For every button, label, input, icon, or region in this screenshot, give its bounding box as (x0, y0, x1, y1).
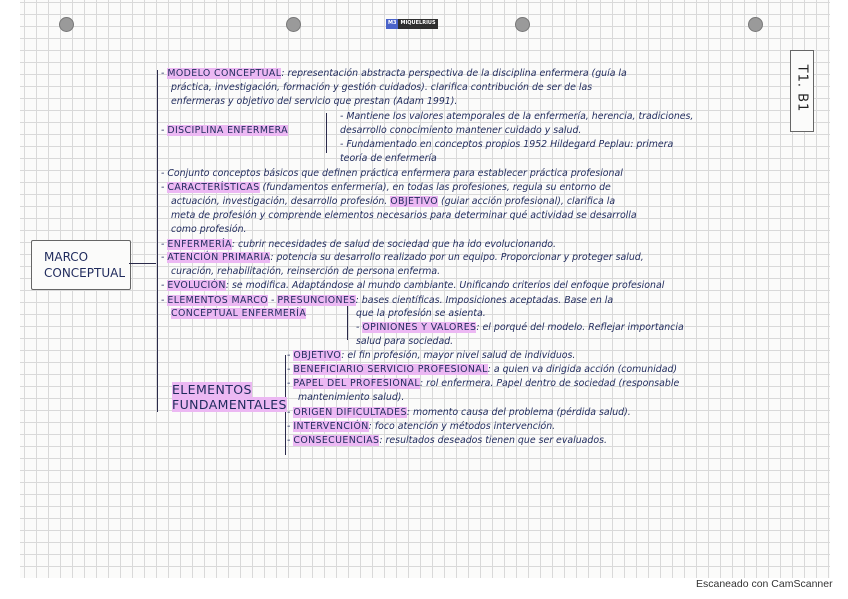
note-text: : resultados deseados tienen que ser evaluados. (379, 435, 607, 446)
note-text: : cubrir necesidades de salud de sociedad que ha ido evolucionando. (231, 239, 556, 250)
note-text: - (161, 239, 168, 250)
topic-tab (790, 50, 814, 132)
note-line (171, 223, 247, 236)
note-line (287, 406, 631, 419)
note-text: - (287, 421, 294, 432)
note-text: - Fundamentado en conceptos propios 1952 Hildegard Peplau: primera (340, 139, 674, 150)
highlighted-term: ORIGEN DIFICULTADES (293, 407, 407, 418)
note-text: : el porqué del modelo. Reflejar importancia (476, 322, 684, 333)
highlighted-term: ENFERMERÍA (167, 239, 232, 250)
scanner-watermark: Escaneado con CamScanner (696, 578, 833, 590)
note-line (171, 95, 457, 108)
binder-hole (515, 17, 530, 32)
elementos-fundamentales-line2: FUNDAMENTALES (172, 397, 287, 412)
note-text: (guiar acción profesional), clarifica la (438, 196, 616, 207)
tab-label: T1. B1 (794, 64, 810, 113)
main-bracket-line (157, 70, 158, 412)
note-line (340, 152, 437, 165)
note-text: salud para sociedad. (356, 336, 454, 347)
note-text: - (161, 182, 168, 193)
note-text: enfermeras y objetivo del servicio que prestan (Adam 1991). (171, 96, 458, 107)
note-line (287, 434, 607, 447)
note-text: - (161, 252, 168, 263)
note-text: : foco atención y métodos intervención. (368, 421, 556, 432)
note-line (171, 81, 592, 94)
note-text: (fundamentos enfermería), en todas las profesiones, regula su entorno de (259, 182, 611, 193)
note-text: - (287, 378, 294, 389)
highlighted-term: EVOLUCIÓN (167, 280, 226, 291)
binder-hole (286, 17, 301, 32)
note-line (356, 335, 453, 348)
note-text: curación, rehabilitación, reinserción de persona enferma. (171, 266, 441, 277)
note-text: - (267, 295, 278, 306)
highlighted-term: CONCEPTUAL ENFERMERÍA (171, 308, 307, 319)
note-line (171, 209, 637, 222)
note-text: teoría de enfermería (340, 153, 437, 164)
highlighted-term: ELEMENTOS MARCO (167, 295, 268, 306)
note-line (171, 307, 306, 320)
highlighted-term: OPINIONES Y VALORES (362, 322, 477, 333)
note-line (161, 238, 556, 251)
connector-line (129, 263, 156, 264)
note-text: - (287, 407, 294, 418)
highlighted-term: DISCIPLINA ENFERMERA (167, 125, 288, 136)
note-text: como profesión. (171, 224, 247, 235)
highlighted-term: PAPEL DEL PROFESIONAL (293, 378, 420, 389)
highlighted-term: OBJETIVO (293, 350, 342, 361)
note-text: - (287, 435, 294, 446)
central-topic-box (31, 240, 131, 290)
note-text: : el fin profesión, mayor nivel salud de individuos. (341, 350, 576, 361)
note-line (340, 138, 673, 151)
note-line (161, 251, 644, 264)
note-line (356, 307, 486, 320)
note-text: : a quien va dirigida acción (comunidad) (487, 364, 678, 375)
note-text: : se modifica. Adaptándose al mundo cambiante. Unificando criterios del enfoque profesional (225, 280, 665, 291)
note-line (161, 167, 623, 180)
note-line (287, 377, 679, 390)
binder-hole (748, 17, 763, 32)
note-line (340, 124, 581, 137)
highlighted-term: CONSECUENCIAS (293, 435, 380, 446)
highlighted-term: INTERVENCIÓN (293, 421, 369, 432)
note-text: - (161, 280, 168, 291)
note-line (171, 265, 440, 278)
note-text: - Mantiene los valores atemporales de la enfermería, herencia, tradiciones, (340, 111, 694, 122)
highlighted-term: ATENCIÓN PRIMARIA (167, 252, 271, 263)
note-text: práctica, investigación, formación y gestión cuidados). clarifica contribución de ser de las (171, 82, 593, 93)
highlighted-term: OBJETIVO (390, 196, 439, 207)
brand-logo (386, 19, 436, 29)
note-text: : representación abstracta perspectiva de la disciplina enfermera (guía la (281, 68, 627, 79)
highlighted-term: PRESUNCIONES (277, 295, 356, 306)
note-text: - Conjunto conceptos básicos que definen práctica enfermera para establecer práctica profesional (161, 168, 623, 179)
note-text: desarrollo conocimiento mantener cuidado y salud. (340, 125, 582, 136)
note-text: - (287, 350, 294, 361)
note-line (171, 195, 615, 208)
note-line (287, 349, 575, 362)
note-line (340, 110, 693, 123)
central-topic-line1: MARCO (44, 250, 89, 264)
binder-hole (59, 17, 74, 32)
note-line (287, 363, 677, 376)
note-line (287, 420, 555, 433)
highlighted-term: BENEFICIARIO SERVICIO PROFESIONAL (293, 364, 488, 375)
note-text: mantenimiento salud). (298, 392, 405, 403)
note-line (161, 294, 613, 307)
note-text: - (287, 364, 294, 375)
note-line (161, 67, 627, 80)
note-line (161, 124, 288, 137)
disciplina-bracket (326, 113, 327, 153)
highlighted-term: CARACTERÍSTICAS (167, 182, 260, 193)
note-text: - (161, 125, 168, 136)
note-text: actuación, investigación, desarrollo profesión. (171, 196, 391, 207)
note-text: : bases científicas. Imposiciones aceptadas. Base en la (355, 295, 614, 306)
highlighted-term: MODELO CONCEPTUAL (167, 68, 282, 79)
note-text: : momento causa del problema (pérdida salud). (406, 407, 631, 418)
note-text: : rol enfermera. Papel dentro de sociedad (responsable (419, 378, 680, 389)
logo-text: MIQUELRIUS (398, 19, 437, 29)
note-line (161, 279, 664, 292)
note-text: : potencia su desarrollo realizado por un equipo. Proporcionar y proteger salud, (270, 252, 644, 263)
note-text: - (356, 322, 363, 333)
elementos-fundamentales-line1: ELEMENTOS (172, 382, 252, 397)
central-topic-line2: CONCEPTUAL (44, 266, 126, 280)
note-text: - (161, 68, 168, 79)
note-text: meta de profesión y comprende elementos necesarios para determinar qué actividad se desarrolla (171, 210, 637, 221)
logo-mark: M3 (386, 19, 398, 29)
note-line (298, 391, 404, 404)
note-line (356, 321, 684, 334)
note-text: que la profesión se asienta. (356, 308, 486, 319)
note-text: - (161, 295, 168, 306)
note-line (161, 181, 611, 194)
